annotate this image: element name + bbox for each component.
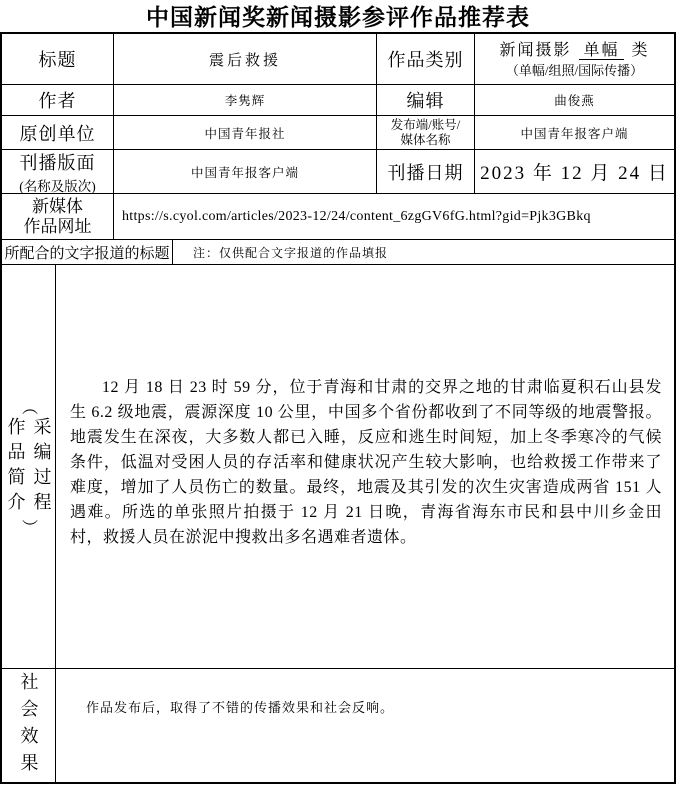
row-social-effect [2, 669, 674, 782]
row-page-date [2, 150, 674, 194]
row-work-intro [2, 265, 674, 669]
category-value [475, 34, 674, 84]
author-label: 作者 [2, 85, 114, 115]
category-line1 [499, 40, 649, 62]
media-url-label-line1: 新媒体 [32, 196, 83, 216]
work-intro-header [2, 265, 56, 668]
original-unit-value: 中国青年报社 [114, 116, 377, 149]
publish-date-label: 刊播日期 [377, 150, 475, 193]
text-report-note: 注：仅供配合文字报道的作品填报 [193, 245, 389, 260]
intro-paren-close: ） [20, 518, 38, 535]
social-effect-text: 作品发布后，取得了不错的传播效果和社会反响。 [86, 700, 395, 715]
intro-label-left: 作品简介 [5, 416, 26, 517]
social-effect-body [56, 669, 674, 782]
publish-channel-label-line2: 媒体名称 [400, 132, 451, 147]
row-media-url [2, 194, 674, 240]
page-title: 中国新闻奖新闻摄影参评作品推荐表 [146, 4, 530, 30]
category-line1-pre: 新闻摄影 [499, 41, 572, 59]
title-value: 震后救援 [114, 34, 377, 84]
row-unit-channel [2, 116, 674, 150]
article-url: https://s.cyol.com/articles/2023-12/24/content_6zgGV6fG.html?gid=Pjk3GBkq [122, 208, 591, 224]
row-author-editor [2, 85, 674, 116]
row-text-report-title [2, 240, 674, 265]
work-intro-text: 12 月 18 日 23 时 59 分，位于青海和甘肃的交界之地的甘肃临夏积石山县发生 6.2 级地震，震源深度 10 公里，中国多个省份都收到了不同等级的地震警报。地震发生在深夜，大多数人都已入睡，反应和逃生时间短，加上冬季寒冷的气候条件，低温对受困人员的存活率和健康状况产生较大影响，也给救援工作带来了难度，增加了人员伤亡的数量。最终，地震及其引发的次生灾害造成两省 151 人遇难。所选的单张照片拍摄于 12 月 21 日晚，青海省海东市民和县中川乡金田村，救援人员在淤泥中搜救出多名遇难者遗体。 [70, 379, 662, 546]
media-url-label [2, 194, 114, 239]
work-intro-body [56, 265, 674, 668]
publish-date-value: 2023 年 12 月 24 日 [480, 163, 669, 184]
row-title-category [2, 34, 674, 85]
original-unit-label: 原创单位 [2, 116, 114, 149]
editor-value: 曲俊燕 [554, 94, 595, 108]
category-label: 作品类别 [377, 34, 475, 84]
category-options: （单幅/组照/国际传播） [505, 62, 644, 78]
media-url-label-line2: 作品网址 [23, 216, 92, 236]
publish-page-value: 中国青年报客户端 [114, 150, 377, 193]
text-report-note-cell [173, 240, 674, 264]
publish-channel-label [377, 116, 475, 149]
publish-page-label [2, 150, 114, 193]
author-value: 李隽辉 [114, 85, 377, 115]
category-line1-post: 类 [631, 41, 650, 59]
intro-label-right: 采编过程 [31, 416, 52, 517]
publish-channel-value: 中国青年报客户端 [520, 126, 629, 141]
text-report-label: 所配合的文字报道的标题 [2, 240, 173, 264]
publish-page-label-line1: 刊播版面 [19, 152, 96, 173]
publish-channel-label-line1: 发布端/账号/ [390, 117, 461, 132]
intro-vertical-labels [4, 417, 54, 517]
publish-page-label-line2: (名称及版次) [19, 178, 96, 193]
editor-label: 编辑 [377, 85, 475, 115]
category-selected-type: 单幅 [579, 42, 623, 60]
social-effect-label: 社会效果 [18, 671, 39, 780]
title-label: 标题 [2, 34, 114, 84]
media-url-value-cell [114, 194, 674, 239]
intro-paren-open: （ [20, 398, 38, 415]
social-effect-header [2, 669, 56, 782]
recommendation-table [0, 32, 676, 784]
